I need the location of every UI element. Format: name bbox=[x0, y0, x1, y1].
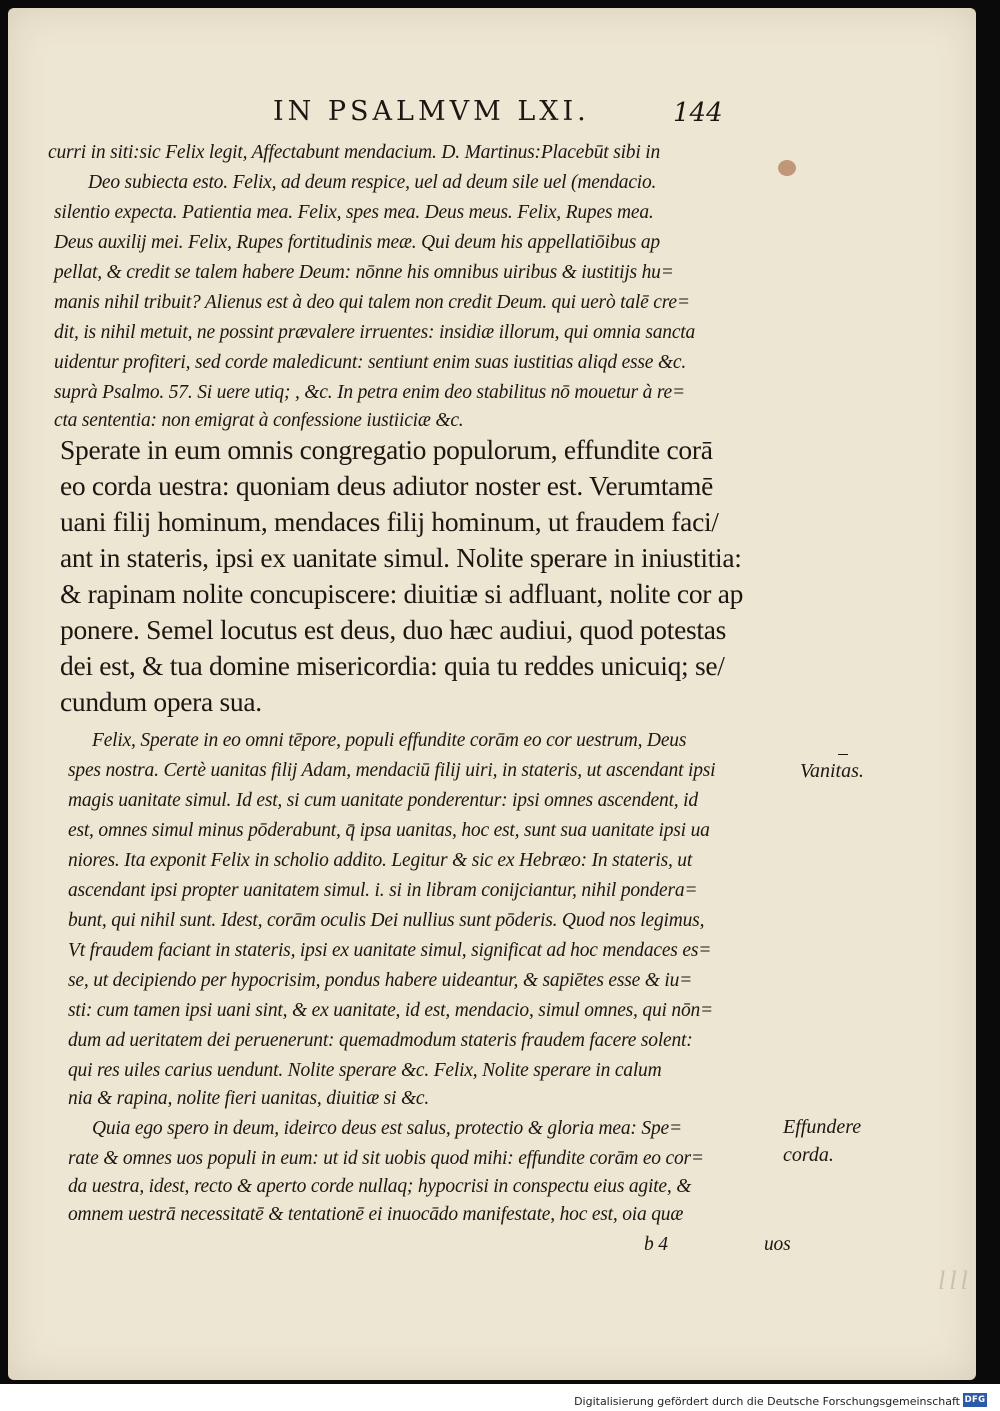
scripture-line: uani filij hominum, mendaces filij hominum, ut fraudem faci/ bbox=[60, 506, 719, 537]
scripture-line: ponere. Semel locutus est deus, duo hæc audiui, quod potestas bbox=[60, 614, 727, 645]
commentary-line: ascendant ipsi propter uanitatem simul. i. si in libram conijciantur, nihil pondera= bbox=[68, 880, 698, 901]
running-head: IN PSALMVM LXI. bbox=[273, 96, 590, 127]
commentary-line: est, omnes simul minus pōderabunt, q̄ ipsa uanitas, hoc est, sunt sua uanitate ipsi ua bbox=[68, 820, 710, 841]
commentary-line: Deo subiecta esto. Felix, ad deum respice, uel ad deum sile uel (mendacio. bbox=[88, 172, 657, 193]
scripture-line: eo corda uestra: quoniam deus adiutor noster est. Verumtamē bbox=[60, 470, 714, 501]
commentary-line: nia & rapina, nolite fieri uanitas, diuitiæ si &c. bbox=[68, 1088, 430, 1109]
ink-blot bbox=[778, 160, 796, 176]
margin-note-effundere: Effundere bbox=[783, 1116, 862, 1138]
page-header bbox=[8, 96, 976, 136]
signature-mark: b 4 bbox=[644, 1234, 668, 1255]
commentary-line: pellat, & credit se talem habere Deum: nōnne his omnibus uiribus & iustitijs hu= bbox=[54, 262, 674, 283]
dfg-logo: DFG bbox=[964, 1395, 986, 1405]
commentary-line: se, ut decipiendo per hypocrisim, pondus habere uideantur, & sapiētes esse & iu= bbox=[68, 970, 693, 991]
folio-number: 144 bbox=[673, 98, 723, 128]
commentary-line: Felix, Sperate in eo omni tēpore, populi effundite corām eo cor uestrum, Deus bbox=[92, 730, 687, 751]
edge-bleed-through: lll bbox=[938, 1266, 972, 1295]
commentary-line: uidentur profiteri, sed corde maledicunt: sentiunt enim suas iustitias aliqd esse &c. bbox=[54, 352, 687, 373]
commentary-line: cta sententia: non emigrat à confessione iustiiciæ &c. bbox=[54, 410, 464, 431]
commentary-line: bunt, qui nihil sunt. Idest, corām oculis Dei nullius sunt pōderis. Quod nos legimus, bbox=[68, 910, 705, 931]
margin-note-corda: corda. bbox=[783, 1144, 834, 1166]
scripture-line: cundum opera sua. bbox=[60, 686, 262, 717]
scripture-line: Sperate in eum omnis congregatio populorum, effundite corā bbox=[60, 434, 713, 465]
commentary-line: dum ad ueritatem dei peruenerunt: quemadmodum stateris fraudem facere solent: bbox=[68, 1030, 693, 1051]
book-page bbox=[8, 8, 976, 1380]
funding-credit: Digitalisierung gefördert durch die Deutsche Forschungsgemeinschaft bbox=[574, 1395, 960, 1408]
commentary-line: dit, is nihil metuit, ne possint prævalere irruentes: insidiæ illorum, qui omnia sancta bbox=[54, 322, 696, 343]
commentary-line: magis uanitate simul. Id est, si cum uanitate ponderentur: ipsi omnes ascendent, id bbox=[68, 790, 698, 811]
commentary-line: rate & omnes uos populi in eum: ut id sit uobis quod mihi: effundite corām eo cor= bbox=[68, 1148, 704, 1169]
commentary-line: manis nihil tribuit? Alienus est à deo qui talem non credit Deum. qui uerò talē cre= bbox=[54, 292, 690, 313]
commentary-line: qui res uiles carius uendunt. Nolite sperare &c. Felix, Nolite sperare in calum bbox=[68, 1060, 662, 1081]
catchword: uos bbox=[764, 1234, 791, 1255]
commentary-line: Vt fraudem faciant in stateris, ipsi ex uanitate simul, significat ad hoc mendaces es= bbox=[68, 940, 712, 961]
commentary-line: Quia ego spero in deum, ideirco deus est salus, protectio & gloria mea: Spe= bbox=[92, 1118, 682, 1139]
commentary-line: curri in siti:sic Felix legit, Affectabunt mendacium. D. Martinus:Placebūt sibi in bbox=[48, 142, 661, 163]
margin-note-vanitas: Vanitas. bbox=[800, 760, 864, 782]
commentary-line: niores. Ita exponit Felix in scholio addito. Legitur & sic ex Hebræo: In stateris, ut bbox=[68, 850, 693, 871]
margin-tick bbox=[838, 754, 848, 755]
commentary-line: silentio expecta. Patientia mea. Felix, spes mea. Deus meus. Felix, Rupes mea. bbox=[54, 202, 654, 223]
commentary-line: omnem uestrā necessitatē & tentationē ei inuocādo manifestate, hoc est, oia quæ bbox=[68, 1204, 684, 1225]
scripture-line: dei est, & tua domine misericordia: quia tu reddes unicuiq; se/ bbox=[60, 650, 725, 681]
scripture-line: & rapinam nolite concupiscere: diuitiæ si adfluant, nolite cor ap bbox=[60, 578, 744, 609]
scripture-line: ant in stateris, ipsi ex uanitate simul. Nolite sperare in iniustitia: bbox=[60, 542, 742, 573]
commentary-line: Deus auxilij mei. Felix, Rupes fortitudinis meæ. Qui deum his appellatiōibus ap bbox=[54, 232, 660, 253]
commentary-line: sti: cum tamen ipsi uani sint, & ex uanitate, id est, mendacio, simul omnes, qui nōn= bbox=[68, 1000, 714, 1021]
commentary-line: spes nostra. Certè uanitas filij Adam, mendaciū filij uiri, in stateris, ut ascendant ipsi bbox=[68, 760, 716, 781]
commentary-line: suprà Psalmo. 57. Si uere utiq; , &c. In petra enim deo stabilitus nō mouetur à re= bbox=[54, 382, 685, 403]
commentary-line: da uestra, idest, recto & aperto corde nullaq; hypocrisi in conspectu eius agite, & bbox=[68, 1176, 692, 1197]
